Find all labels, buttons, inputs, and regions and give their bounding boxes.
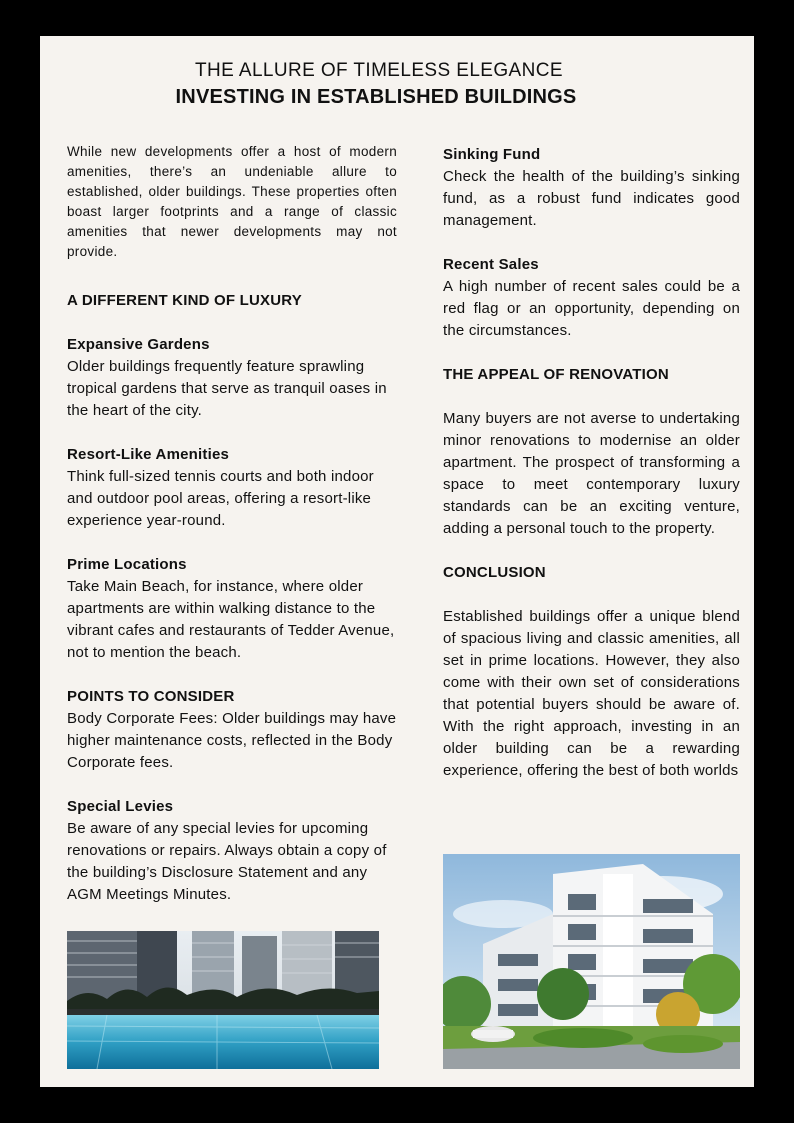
text-sinking-fund: Check the health of the building’s sinking fund, as a robust fund indicates good management. bbox=[443, 168, 740, 229]
right-column bbox=[443, 144, 740, 782]
heading-gardens: Expansive Gardens bbox=[67, 336, 210, 353]
heading-resort: Resort-Like Amenities bbox=[67, 446, 230, 463]
text-prime: Take Main Beach, for instance, where older apartments are within walking distance to the vibrant cafes and restaurants of Tedder Avenue, not to mention the beach. bbox=[67, 578, 395, 661]
document-page bbox=[40, 36, 754, 1087]
text-body-corporate: Body Corporate Fees: Older buildings may have higher maintenance costs, reflected in the Body Corporate fees. bbox=[67, 710, 397, 771]
text-renovation: Many buyers are not averse to undertaking minor renovations to modernise an older apartment. The prospect of transforming a space to meet contemporary luxury standards can be an exciting venture, adding a personal touch to the property. bbox=[443, 410, 740, 537]
pool-photo bbox=[67, 931, 379, 1069]
text-gardens: Older buildings frequently feature sprawling tropical gardens that serve as tranquil oases in the heart of the city. bbox=[67, 358, 387, 419]
heading-sinking-fund: Sinking Fund bbox=[443, 146, 541, 163]
section-heading-luxury: A DIFFERENT KIND OF LUXURY bbox=[67, 292, 302, 309]
title-line-2: INVESTING IN ESTABLISHED BUILDINGS bbox=[175, 86, 577, 108]
text-recent-sales: A high number of recent sales could be a red flag or an opportunity, depending on the circumstances. bbox=[443, 278, 740, 339]
heading-recent-sales: Recent Sales bbox=[443, 256, 539, 273]
heading-prime: Prime Locations bbox=[67, 556, 187, 573]
text-resort: Think full-sized tennis courts and both indoor and outdoor pool areas, offering a resort-like experience year-round. bbox=[67, 468, 374, 529]
intro-paragraph: While new developments offer a host of modern amenities, there’s an undeniable allure to established, older buildings. These properties often boast larger footprints and a range of classic amenities that newer developments may not provide. bbox=[67, 144, 397, 259]
building-photo bbox=[443, 854, 740, 1069]
section-heading-points: POINTS TO CONSIDER bbox=[67, 688, 235, 705]
heading-levies: Special Levies bbox=[67, 798, 174, 815]
title-line-1: THE ALLURE OF TIMELESS ELEGANCE bbox=[195, 60, 563, 81]
text-conclusion: Established buildings offer a unique blend of spacious living and classic amenities, all set in prime locations. However, they also come with their own set of considerations that potential buyers should be aware of. With the right approach, investing in an older building can be a rewarding experience, offering the best of both worlds bbox=[443, 608, 740, 779]
section-heading-conclusion: CONCLUSION bbox=[443, 564, 546, 581]
left-column bbox=[67, 142, 397, 906]
text-levies: Be aware of any special levies for upcoming renovations or repairs. Always obtain a copy of the building’s Disclosure Statement and any AGM Meetings Minutes. bbox=[67, 820, 387, 903]
section-heading-renovation: THE APPEAL OF RENOVATION bbox=[443, 366, 669, 383]
